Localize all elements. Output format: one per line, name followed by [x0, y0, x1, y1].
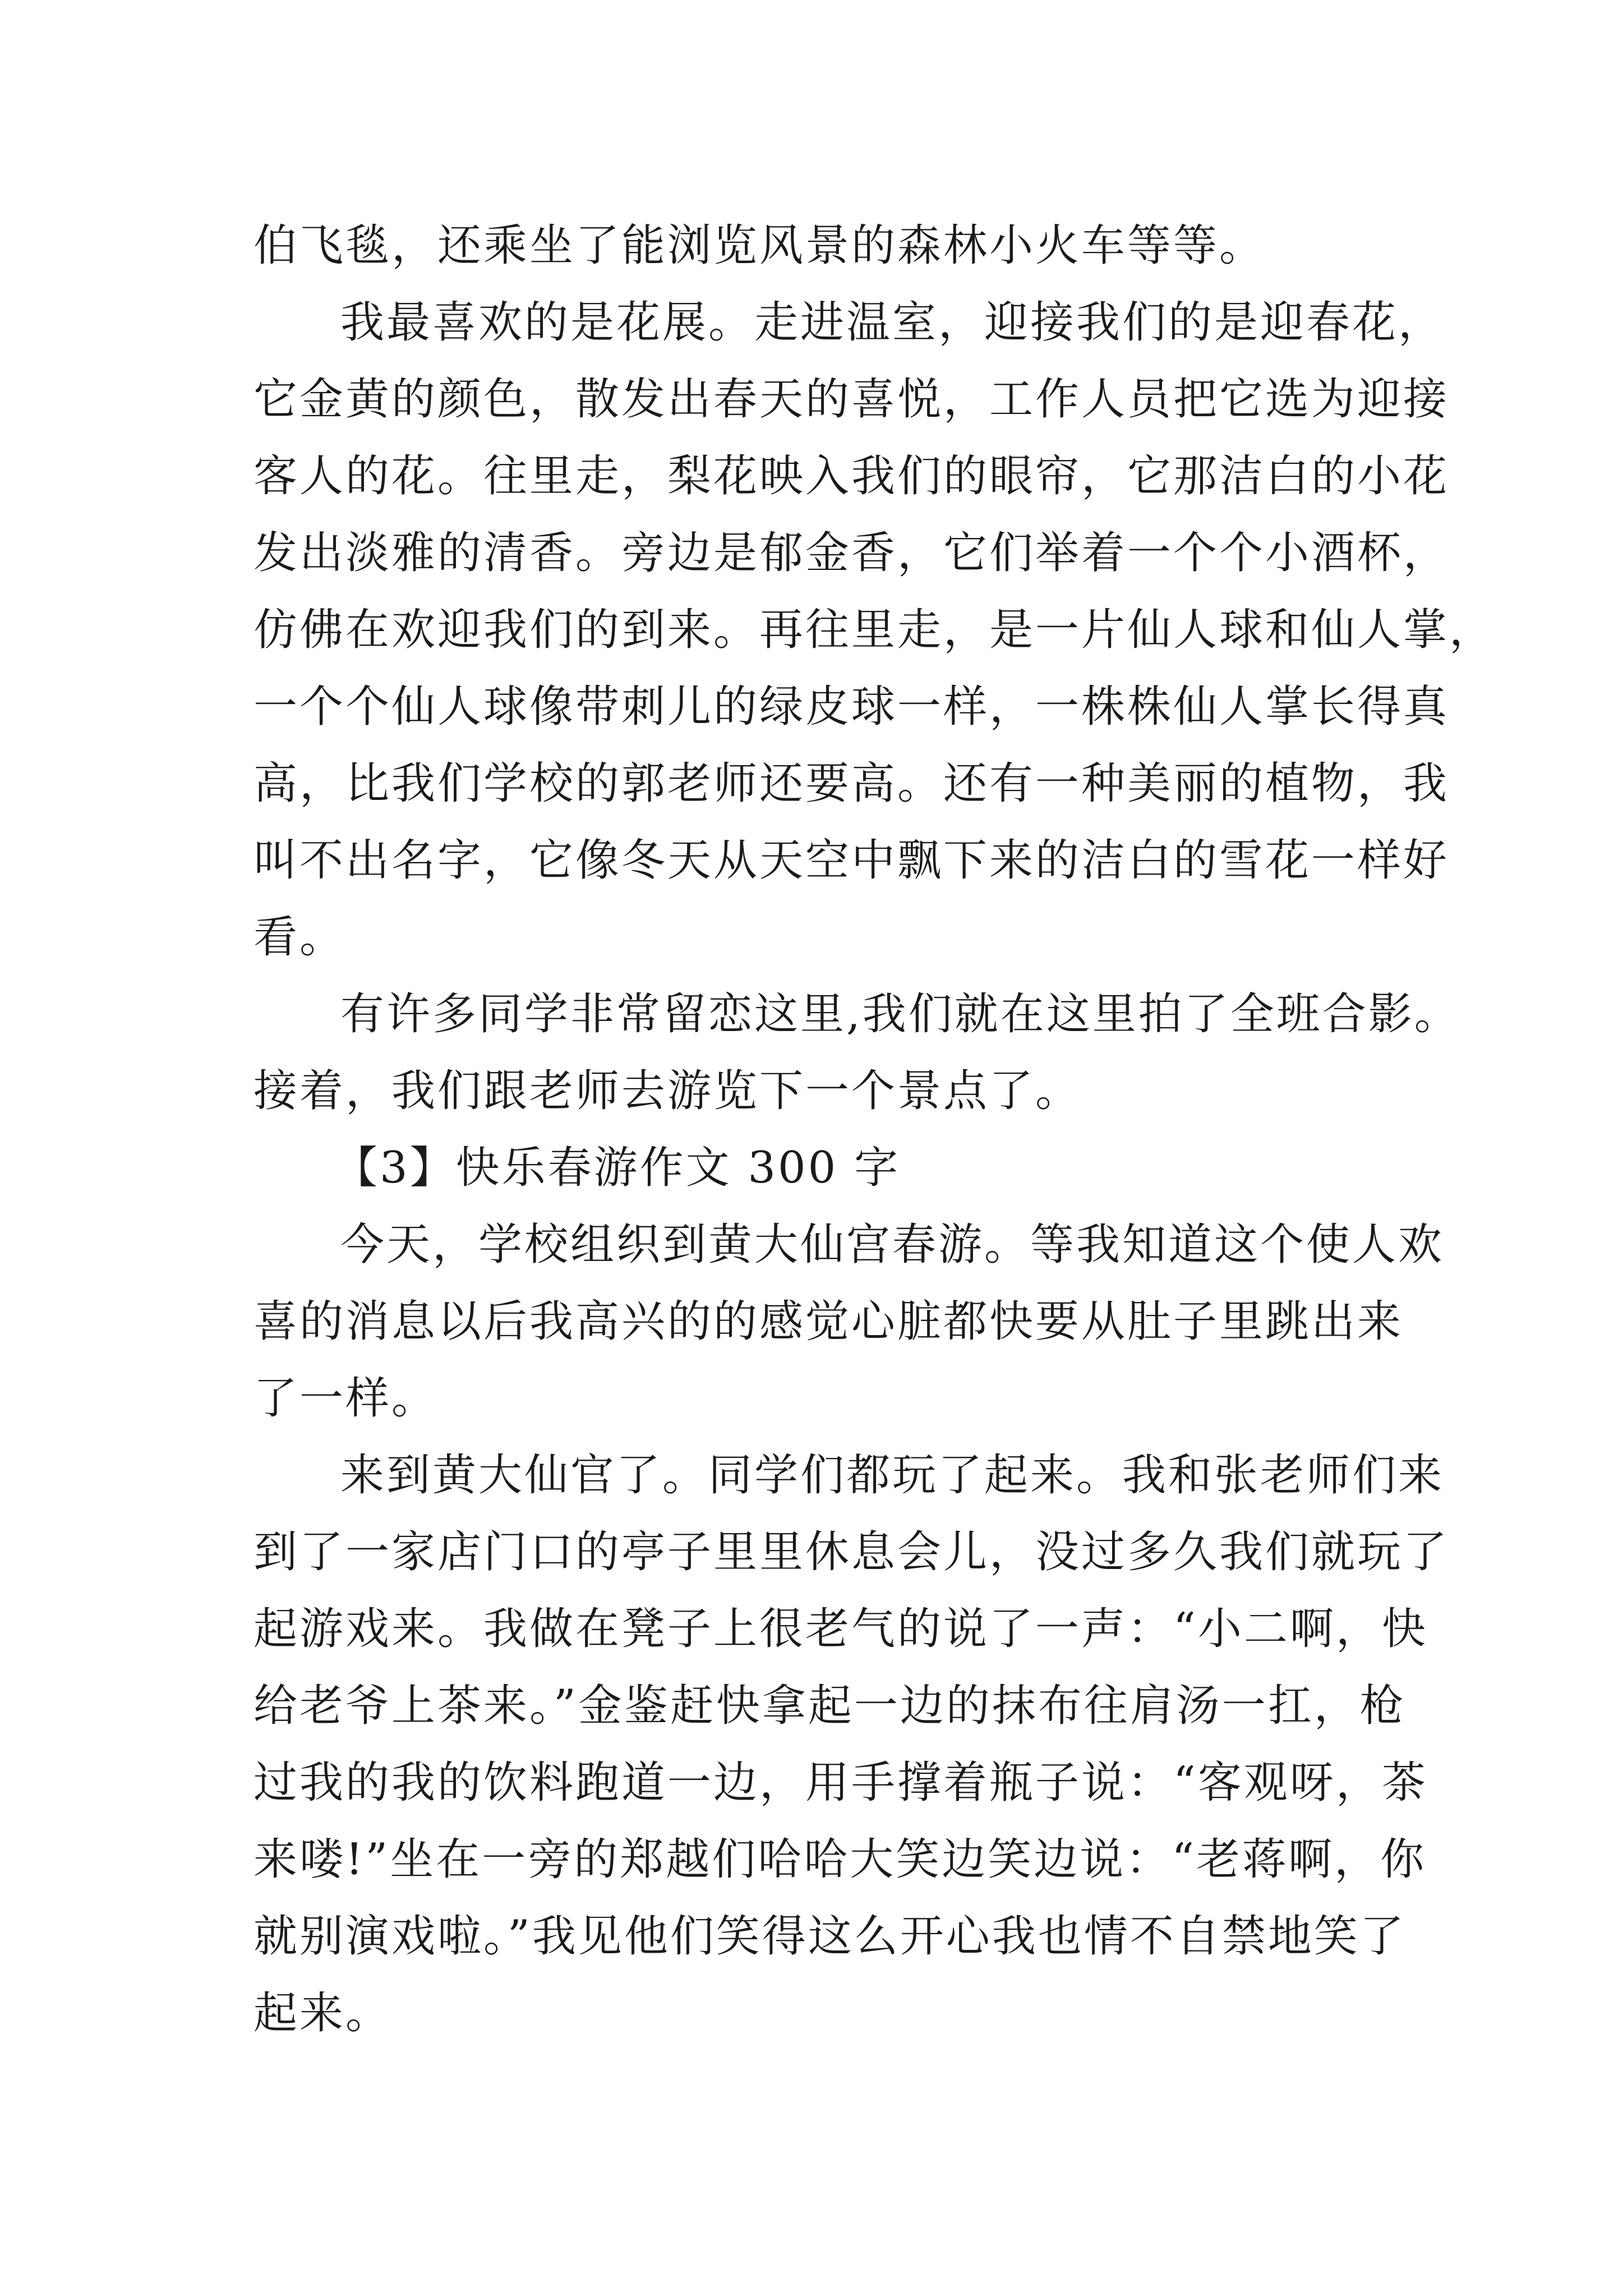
paragraph-first-line: 我最喜欢的是花展。走进温室，迎接我们的是迎春花，	[340, 297, 1445, 348]
text-line: 过我的我的饮料跑道一边，用手撑着瓶子说：“客观呀，茶	[253, 1757, 1428, 1808]
text-line: 仿佛在欢迎我们的到来。再往里走，是一片仙人球和仙人掌，	[253, 605, 1496, 655]
text-line: 看。	[253, 912, 346, 963]
text-line: 来喽!”坐在一旁的郑越们哈哈大笑边笑边说：“老蒋啊，你	[253, 1834, 1427, 1885]
text-line: 就别演戏啦。”我见他们笑得这么开心我也情不自禁地笑了	[253, 1911, 1406, 1962]
text-line: 发出淡雅的清香。旁边是郁金香，它们举着一个个小酒杯，	[253, 528, 1450, 578]
text-line: 给老爷上茶来。”金鉴赶快拿起一边的抹布往肩汤一扛，枪	[253, 1681, 1406, 1731]
text-line: 喜的消息以后我高兴的的感觉心脏都快要从肚子里跳出来	[253, 1296, 1404, 1347]
text-line: 叫不出名字，它像冬天从天空中飘下来的洁白的雪花一样好	[253, 835, 1450, 886]
text-line: 起游戏来。我做在凳子上很老气的说了一声：“小二啊，快	[253, 1604, 1428, 1654]
text-line: 高，比我们学校的郭老师还要高。还有一种美丽的植物，我	[253, 758, 1450, 809]
text-line: 伯飞毯，还乘坐了能浏览风景的森林小火车等等。	[253, 220, 1266, 271]
paragraph-first-line: 有许多同学非常留恋这里,我们就在这里拍了全班合影。	[340, 989, 1460, 1039]
paragraph-first-line: 今天，学校组织到黄大仙宫春游。等我知道这个使人欢	[340, 1220, 1445, 1270]
text-line: 起来。	[253, 1988, 392, 2039]
section-heading: 【3】快乐春游作文 300 字	[334, 1143, 901, 1193]
text-line: 它金黄的颜色，散发出春天的喜悦，工作人员把它选为迎接	[253, 374, 1450, 425]
text-line: 到了一家店门口的亭子里里休息会儿，没过多久我们就玩了	[253, 1527, 1450, 1577]
paragraph-first-line: 来到黄大仙官了。同学们都玩了起来。我和张老师们来	[340, 1450, 1445, 1501]
text-line: 客人的花。往里走，梨花映入我们的眼帘，它那洁白的小花	[253, 451, 1450, 501]
text-line: 一个个仙人球像带刺儿的绿皮球一样，一株株仙人掌长得真	[253, 682, 1450, 732]
text-line: 了一样。	[253, 1373, 438, 1424]
text-line: 接着，我们跟老师去游览下一个景点了。	[253, 1066, 1082, 1116]
